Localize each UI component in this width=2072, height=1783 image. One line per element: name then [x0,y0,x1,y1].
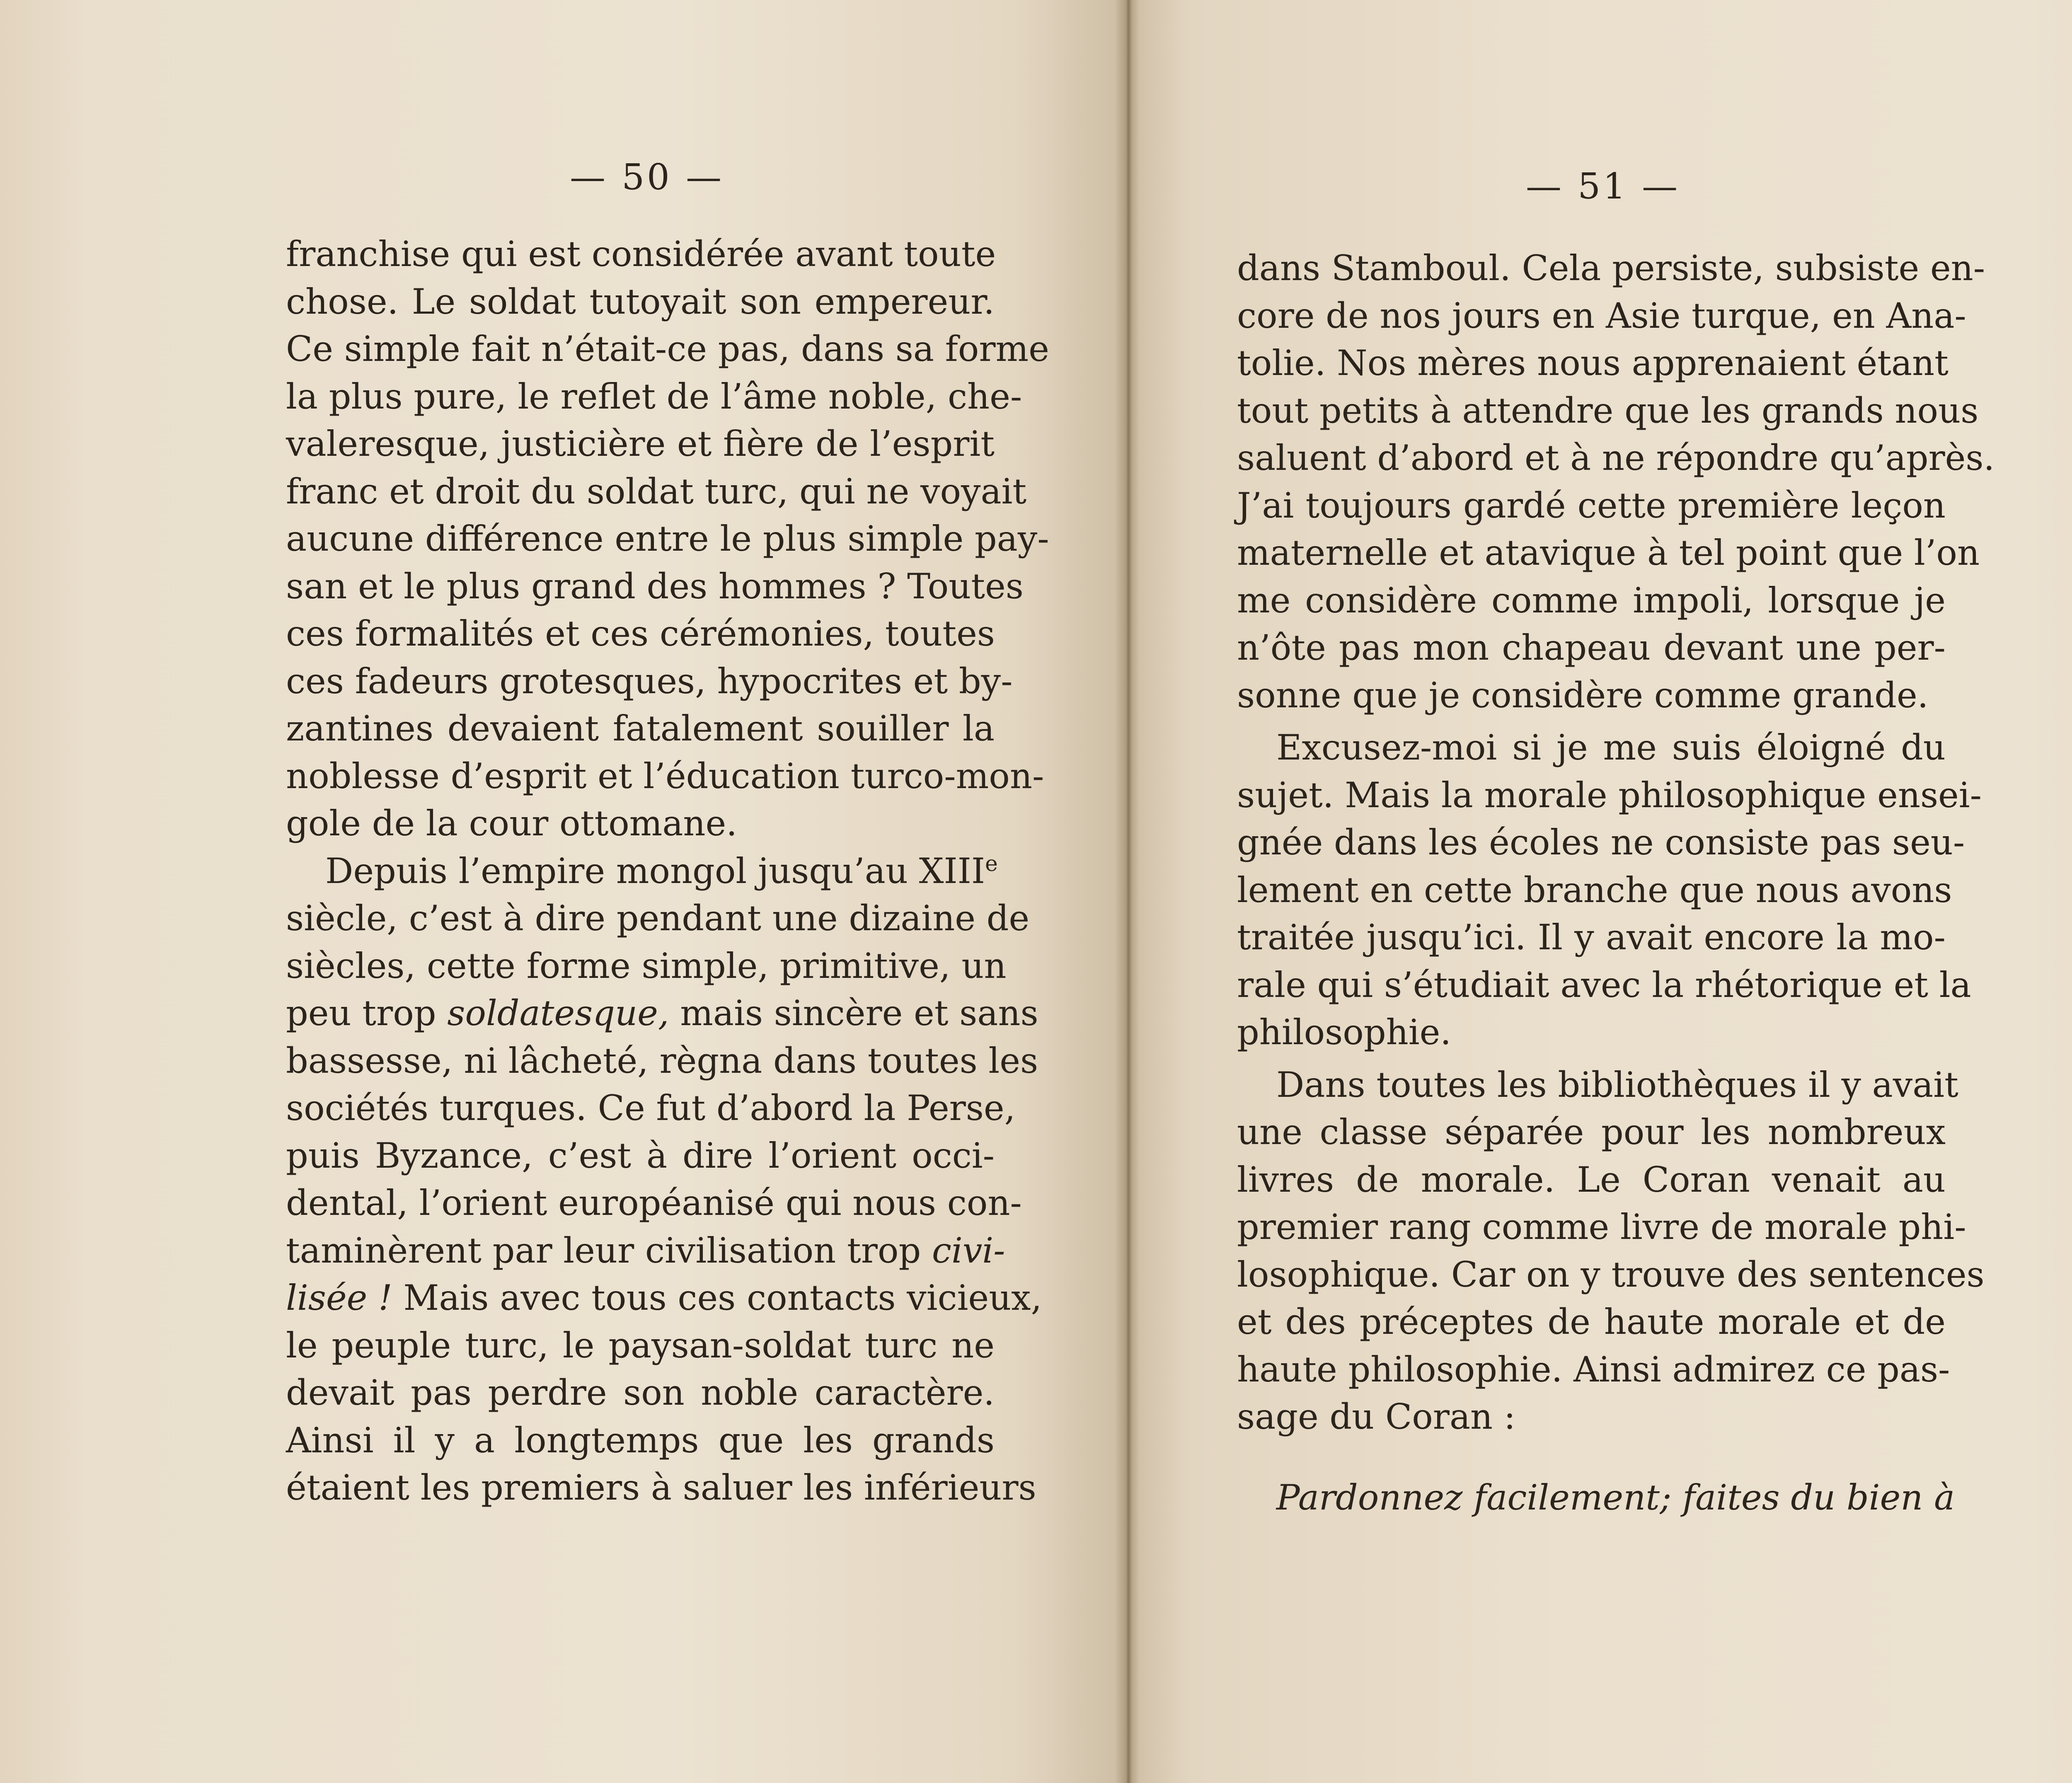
italic-word: civi- [932,1230,1005,1271]
text-line: gole de la cour ottomane. [286,803,737,844]
text-line: lement en cette branche que nous avons [1237,869,1952,910]
quote-line: Pardonnez facilement; faites du bien à [1276,1477,1955,1518]
text-line: sujet. Mais la morale philosophique ensei- [1237,774,1982,815]
text-line [286,1227,1005,1275]
text-line: dans Stamboul. Cela persiste, subsiste en- [1237,248,1985,288]
left-page-number: — 50 — [570,157,724,198]
text-line: sociétés turques. Ce fut d’abord la Perse, [286,1088,1016,1128]
italic-word: lisée ! [286,1277,392,1318]
text-line: zantines devaient fatalement souiller la [286,708,995,749]
text-line: traitée jusqu’ici. Il y avait encore la mo- [1237,917,1946,958]
text-line: tolie. Nos mères nous apprenaient étant [1237,343,1949,383]
text-line [286,1274,1042,1322]
text-line: haute philosophie. Ainsi admirez ce pas- [1237,1349,1950,1390]
text-line: étaient les premiers à saluer les inférieurs [286,1467,1036,1508]
text-line: Dans toutes les bibliothèques il y avait [1276,1064,1958,1105]
text-line: devait pas perdre son noble caractère. [286,1372,995,1413]
text-line: puis Byzance, c’est à dire l’orient occi- [286,1135,995,1176]
left-page-text [286,230,1049,1512]
italic-word: soldatesque, [447,993,669,1033]
text-line: ces formalités et ces cérémonies, toutes [286,613,995,654]
quote-gap [1237,1441,1946,1474]
text-line: san et le plus grand des hommes ? Toutes [286,566,1024,607]
text-line: sage du Coran : [1237,1396,1516,1437]
text-line: dental, l’orient européanisé qui nous con- [286,1183,1022,1223]
paragraph-gap [1237,1056,1946,1061]
text-line: maternelle et atavique à tel point que l’on [1237,532,1980,573]
text-line: tout petits à attendre que les grands nous [1237,390,1979,431]
text-line: et des préceptes de haute morale et de [1237,1302,1946,1342]
text-line: Ainsi il y a longtemps que les grands [286,1420,995,1461]
text-line: une classe séparée pour les nombreux [1237,1112,1946,1152]
text-line: core de nos jours en Asie turque, en Ana- [1237,295,1966,336]
paragraph-gap [1237,719,1946,724]
text-line: franchise qui est considérée avant toute [286,234,996,274]
text-line: n’ôte pas mon chapeau devant une per- [1237,627,1946,668]
text-line: noblesse d’esprit et l’éducation turco-mon- [286,755,1044,796]
text-line: losophique. Car on y trouve des sentences [1237,1254,1985,1295]
text-line: Excusez-moi si je me suis éloigné du [1276,727,1946,768]
text-line: livres de morale. Le Coran venait au [1237,1159,1946,1200]
book-gutter [1115,0,1140,1783]
text-line [286,847,998,895]
text-line: me considère comme impoli, lorsque je [1237,580,1946,621]
text-line: aucune différence entre le plus simple pay- [286,518,1049,559]
right-page-text [1237,244,1995,1521]
text-line: premier rang comme livre de morale phi- [1237,1207,1966,1247]
text-segment: mais sincère et sans [669,993,1038,1033]
text-line: valeresque, justicière et fière de l’esprit [286,423,995,464]
superscript: e [985,851,998,876]
text-line: Ce simple fait n’était-ce pas, dans sa forme [286,329,1049,369]
text-line: gnée dans les écoles ne consiste pas seu- [1237,822,1965,863]
text-segment: Mais avec tous ces contacts vicieux, [392,1277,1042,1318]
text-segment: Depuis l’empire mongol jusqu’au XIII [325,850,985,891]
text-line: chose. Le soldat tutoyait son empereur. [286,281,995,322]
text-line: la plus pure, le reflet de l’âme noble, che- [286,376,1022,417]
text-line: franc et droit du soldat turc, qui ne voyait [286,471,1027,512]
text-line: rale qui s’étudiait avec la rhétorique et la [1237,964,1971,1005]
text-segment: peu trop [286,993,448,1033]
text-line: siècles, cette forme simple, primitive, un [286,945,1007,986]
text-line: siècle, c’est à dire pendant une dizaine de [286,898,1030,939]
text-line: philosophie. [1237,1012,1452,1052]
text-line: sonne que je considère comme grande. [1237,675,1929,716]
text-line: saluent d’abord et à ne répondre qu’après. [1237,438,1995,478]
text-line: bassesse, ni lâcheté, règna dans toutes les [286,1040,1038,1081]
text-line: le peuple turc, le paysan-soldat turc ne [286,1325,995,1366]
text-segment: taminèrent par leur civilisation trop [286,1230,932,1271]
text-line [286,989,1038,1037]
text-line: ces fadeurs grotesques, hypocrites et by- [286,660,1013,702]
text-line: J’ai toujours gardé cette première leçon [1237,485,1946,526]
right-page-number: — 51 — [1526,166,1680,207]
